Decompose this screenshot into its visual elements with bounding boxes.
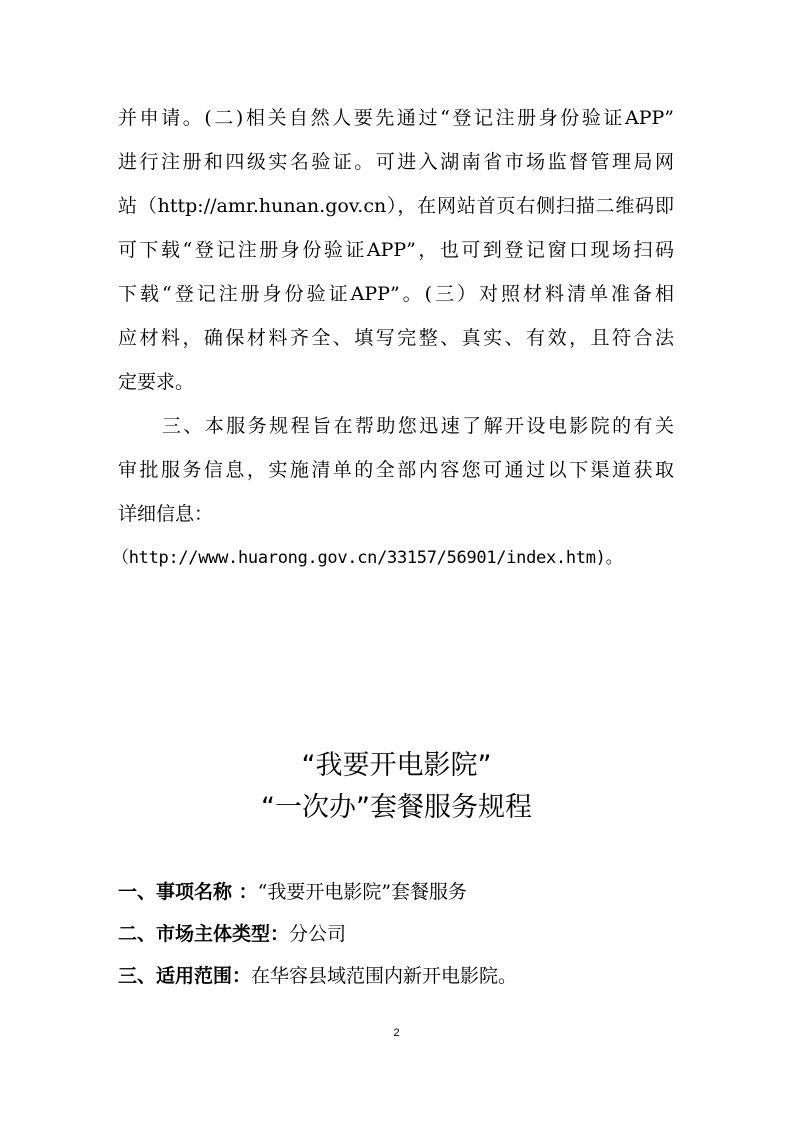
url-line: （http://www.huarong.gov.cn/33157/56901/index.htm)。 (112, 548, 623, 568)
body-line-1: 并申请。(二)相关自然人要先通过“登记注册身份验证APP” (118, 107, 674, 129)
title-line-2: “一次办”套餐服务规程 (261, 792, 532, 823)
item-entity-type (118, 920, 346, 948)
body-line-9: 审批服务信息，实施清单的全部内容您可通过以下渠道获取 (118, 459, 674, 481)
item-name-label: 一、事项名称 ： (118, 881, 258, 903)
body-line-10: 详细信息： (118, 503, 214, 525)
item-scope-label: 三、适用范围： (118, 965, 252, 987)
item-scope-value: 在华容县域范围内新开电影院。 (251, 965, 518, 987)
body-line-4: 可下载“登记注册身份验证APP”，也可到登记窗口现场扫码 (118, 239, 674, 261)
body-line-2: 进行注册和四级实名验证。可进入湖南省市场监督管理局网 (118, 151, 674, 173)
item-entity-type-value: 分公司 (289, 923, 347, 945)
item-name (118, 878, 467, 906)
item-scope (118, 962, 517, 990)
body-line-6: 应材料，确保材料齐全、填写完整、真实、有效，且符合法 (118, 327, 674, 349)
title-line-1: “我要开电影院” (301, 750, 492, 781)
body-line-5: 下载“登记注册身份验证APP”。(三）对照材料清单准备相 (118, 283, 674, 305)
body-line-7: 定要求。 (118, 371, 195, 393)
body-line-8: 三、本服务规程旨在帮助您迅速了解开设电影院的有关 (162, 415, 674, 437)
item-entity-type-label: 二、市场主体类型： (118, 923, 290, 945)
item-name-value: “我要开电影院”套餐服务 (257, 881, 468, 903)
body-line-3: 站（http://amr.hunan.gov.cn），在网站首页右侧扫描二维码即 (118, 195, 674, 217)
page-number: 2 (393, 1027, 400, 1039)
